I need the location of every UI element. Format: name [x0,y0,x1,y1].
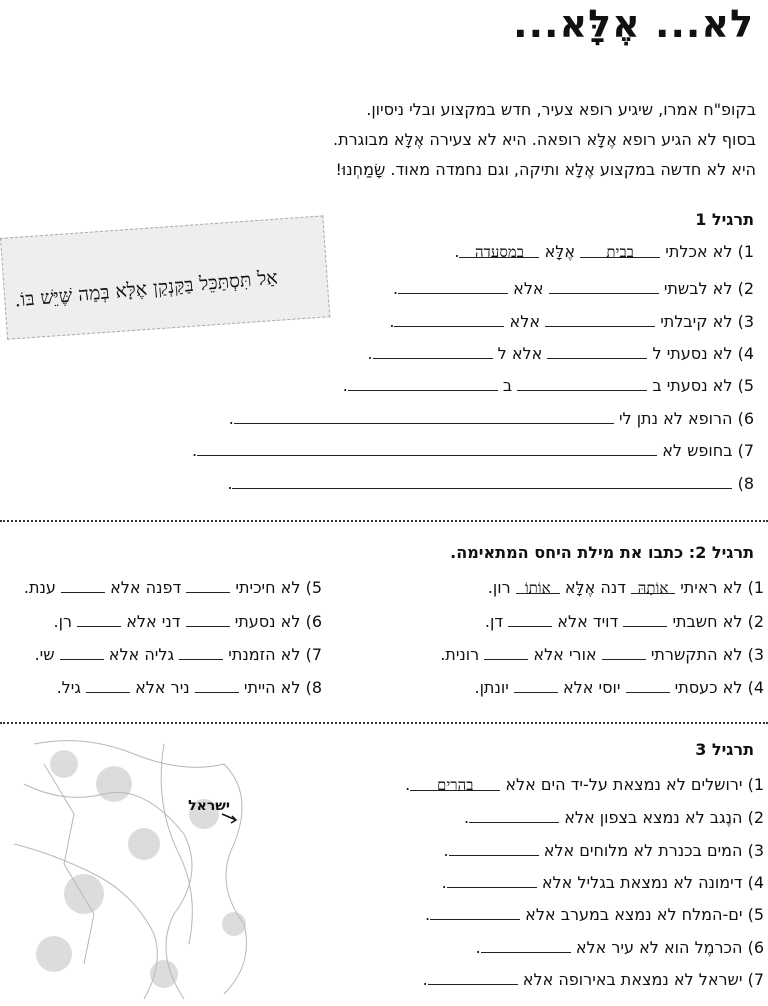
item-number: 5) [737,376,754,395]
item-number: 5) [747,905,764,924]
period: . [227,474,233,493]
exercise-2-item [440,645,764,664]
period: . [389,312,395,331]
period: . [475,938,481,957]
sentence-start: לא הייתי [243,678,301,697]
sentence-middle: דפנה אלא [110,578,182,597]
sentence-start: ים-המלח לא נמצא במערב אלא [525,905,743,924]
answer-blank-2[interactable]: אוֹתוֹ [516,579,560,594]
period: . [342,376,348,395]
item-number: 4) [747,873,764,892]
answer-blank-1[interactable] [602,645,646,660]
item-number: 7) [747,970,764,989]
sentence-start: ישראל לא נמצאת באירופה אלא [522,970,743,989]
exercise-3-item [405,775,764,794]
answer-blank-1[interactable] [517,376,647,391]
answer-blank[interactable] [428,970,518,985]
period: . [424,905,431,924]
answer-blank-1[interactable]: בבית [580,243,660,258]
connector-word: ב [502,376,513,395]
exercise-1-heading: תרגיל 1 [695,210,754,229]
exercise-1-item [454,242,754,261]
exercise-1-item [343,376,754,395]
answer-blank-1[interactable] [195,678,239,693]
sentence-start: לא אכלתי [665,242,733,261]
item-number: 2) [737,279,754,298]
item-number: 4) [737,344,754,363]
connector-word: אלא ל [497,344,543,363]
answer-blank-1[interactable] [547,344,647,359]
item-number: 2) [747,808,764,827]
sentence-end: ענת. [23,578,56,597]
sentence-end: רונית. [440,645,480,664]
item-number: 1) [747,775,764,794]
exercise-2-item [57,678,322,697]
sentence-end: שי. [34,645,55,664]
period: . [441,873,447,892]
answer-blank-1[interactable] [179,645,223,660]
answer-blank-1[interactable] [186,578,230,593]
exercise-2-item [35,645,322,664]
answer-blank-2[interactable] [514,678,558,693]
sentence-middle: אורי אלא [533,645,597,664]
item-number: 6) [747,938,764,957]
answer-blank-1[interactable] [232,474,732,489]
item-number: 6) [737,409,754,428]
sentence-start: ירושלים לא נמצאת על-יד הים אלא [505,775,743,794]
exercise-2-item [474,678,764,697]
connector-word: אֶלָּא [544,242,576,261]
answer-blank-1[interactable] [234,409,614,424]
item-number: 3) [737,312,754,331]
intro-line-2: בסוף לא הגיע רופא אֶלָּא רופאה. היא לא צעירה אֶלָּא מבוגרת. [333,130,756,149]
answer-blank-1[interactable] [545,312,655,327]
sentence-start: דימונה לא נמצאת בגליל אלא [541,873,743,892]
item-number: 1) [737,242,754,261]
exercise-2-item [54,612,322,631]
sentence-middle: גליה אלא [108,645,175,664]
sentence-middle: יוסי אלא [562,678,621,697]
answer-blank-2[interactable] [348,376,498,391]
exercise-2-item [488,578,764,597]
answer-blank-1[interactable] [549,279,659,294]
exercise-3-item [425,905,764,924]
connector-word: אלא [509,312,541,331]
answer-blank-2[interactable] [60,645,104,660]
intro-line-1: בקופ"ח אמרו, שיגיע רופא צעיר, חדש במקצוע ובלי ניסיון. [366,100,756,119]
exercise-2-item [485,612,764,631]
answer-blank[interactable] [469,808,559,823]
answer-blank-2[interactable] [77,612,121,627]
period: . [228,409,234,428]
item-number: 1) [747,578,764,597]
item-number: 3) [747,645,764,664]
item-number: 3) [747,841,764,860]
sentence-start: לא ראיתי [680,578,743,597]
answer-blank-2[interactable] [508,612,552,627]
item-number: 4) [747,678,764,697]
israel-map-image [4,724,304,1004]
answer-blank-1[interactable] [626,678,670,693]
sentence-end: יונתן. [474,678,509,697]
sentence-start: לא לבשתי [663,279,733,298]
sentence-middle: ניר אלא [135,678,190,697]
item-number: 7) [737,441,754,460]
sentence-start: הנֶגב לא נמצא בצפון אלא [564,808,743,827]
sentence-start: לא הזמנתי [228,645,301,664]
map-label: ישראל [188,798,230,814]
sentence-start: המים בכנרת לא מלוחים אלא [543,841,743,860]
answer-blank-1[interactable]: אוֹתָהּ [631,579,675,594]
sentence-end: גיל. [56,678,81,697]
page-title: לא... אֶלָּא... [513,2,754,46]
sentence-start: לא נסעתי [234,612,301,631]
exercise-1-item [389,312,754,331]
sentence-start: לא כעסתי [674,678,743,697]
sentence-start: לא נסעתי ב [652,376,733,395]
period: . [443,841,449,860]
answer-blank[interactable] [481,938,571,953]
period: . [192,441,198,460]
period: . [422,970,428,989]
answer-blank-2[interactable] [61,578,105,593]
connector-word: אלא [513,279,544,298]
sentence-end: רון. [487,578,511,597]
item-number: 2) [747,612,764,631]
period: . [454,242,460,261]
sentence-start: לא חיכיתי [235,578,301,597]
exercise-1-item [367,344,754,363]
sentence-middle: דנה אֶלָּא [564,578,626,597]
sentence-start: לא קיבלתי [660,312,733,331]
answer-blank-2[interactable] [86,678,130,693]
answer-blank-1[interactable] [197,441,657,456]
period: . [405,775,411,794]
intro-line-3: היא לא חדשה במקצוע אֶלָּא ותיקה, וגם נחמדה מאוד. שָׂמַחְנוּ! [335,160,756,179]
answer-blank-2[interactable] [398,279,508,294]
answer-blank[interactable]: בהרים [410,776,500,791]
sentence-start: לא חשבתי [672,612,743,631]
answer-blank-2[interactable] [373,344,493,359]
period: . [367,344,373,363]
exercise-3-heading: תרגיל 3 [695,740,754,759]
period: . [464,808,470,827]
answer-blank[interactable] [449,841,539,856]
answer-blank-2[interactable] [484,645,528,660]
sentence-start: לא נסעתי ל [652,344,733,363]
item-number: 7) [305,645,322,664]
sentence-end: דן. [484,612,504,631]
item-number: 8) [737,474,754,493]
exercise-3-item [423,970,764,989]
section-divider [0,520,768,522]
answer-blank-2[interactable]: במסעדה [459,243,539,258]
sentence-start: הכרמֶל הוא לא עיר אלא [575,938,743,957]
exercise-3-item [476,938,764,957]
sentence-start: הרופא לא נתן לי [618,409,733,428]
item-number: 5) [305,578,322,597]
exercise-1-item [192,441,754,460]
proverb-text: אַל תִּסְתַּכֵּל בַּקַּנְקַן אֶלָּא בְּמַה שֶּׁיֵּשׁ בּוֹ. [13,266,279,312]
exercise-3-item [444,841,764,860]
sentence-start: בחופש לא [662,441,733,460]
exercise-2-heading: תרגיל 2: כתבו את מילת היחס המתאימה. [450,543,754,562]
sentence-start: לא התקשרתי [650,645,743,664]
answer-blank-1[interactable] [186,612,230,627]
answer-blank-1[interactable] [623,612,667,627]
sentence-end: רן. [53,612,73,631]
item-number: 8) [305,678,322,697]
exercise-3-item [442,873,764,892]
exercise-2-item [24,578,322,597]
exercise-1-item [229,409,754,428]
exercise-1-item [227,474,754,493]
sentence-middle: דויד אלא [557,612,619,631]
exercise-3-item [464,808,764,827]
item-number: 6) [305,612,322,631]
period: . [392,279,399,298]
sentence-middle: דני אלא [126,612,181,631]
answer-blank-2[interactable] [394,312,504,327]
exercise-1-item [393,279,754,298]
answer-blank[interactable] [447,873,537,888]
answer-blank[interactable] [430,905,520,920]
